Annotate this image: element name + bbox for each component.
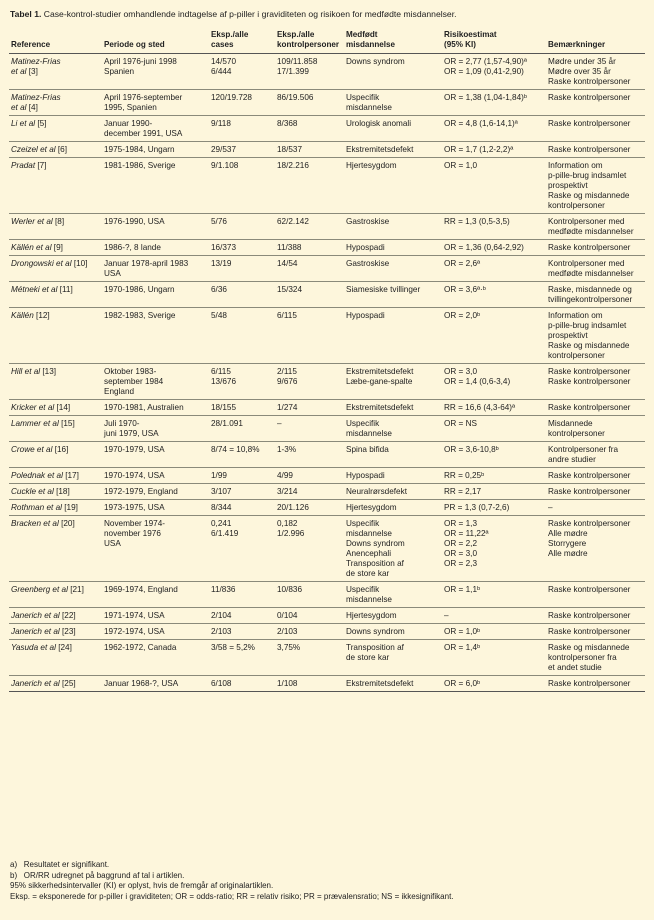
cell-risk-estimate: OR = 1,7 (1,2-2,2)ª: [442, 142, 546, 158]
reference-authors: Matinez-Frias et al: [11, 57, 61, 76]
cell-risk-estimate: RR = 2,17: [442, 484, 546, 500]
cell-notes: Mødre under 35 år Mødre over 35 år Raske kontrolpersoner: [546, 54, 645, 90]
cell-exposed-cases: 5/76: [209, 214, 275, 240]
table-row: [9, 516, 645, 582]
table-caption: [10, 9, 456, 19]
cell-risk-estimate: OR = 1,0: [442, 158, 546, 214]
reference-authors: Czeizel et al: [11, 145, 56, 154]
reference-authors: Källén et al: [11, 243, 52, 252]
cell-exposed-controls: 18/537: [275, 142, 344, 158]
cell-risk-estimate: PR = 1,3 (0,7-2,6): [442, 500, 546, 516]
cell-period: 1975-1984, Ungarn: [102, 142, 209, 158]
cell-risk-estimate: RR = 16,6 (4,3-64)ª: [442, 400, 546, 416]
cell-notes: Raske kontrolpersoner Raske kontrolpersoner: [546, 364, 645, 400]
reference-number: [5]: [37, 119, 47, 128]
header-notes: Bemærkninger: [546, 28, 645, 54]
cell-malformation: Ekstremitetsdefekt: [344, 676, 442, 692]
table-row: [9, 624, 645, 640]
table-row: [9, 608, 645, 624]
cell-notes: Raske kontrolpersoner: [546, 608, 645, 624]
cell-exposed-cases: 120/19.728: [209, 90, 275, 116]
cell-notes: Kontrolpersoner fra andre studier: [546, 442, 645, 468]
cell-risk-estimate: –: [442, 608, 546, 624]
reference-number: [15]: [61, 419, 75, 428]
cell-malformation: Gastroskise: [344, 256, 442, 282]
cell-risk-estimate: OR = 3,6ª·ᵇ: [442, 282, 546, 308]
table-row: [9, 142, 645, 158]
cell-exposed-cases: 8/344: [209, 500, 275, 516]
cell-exposed-controls: 20/1.126: [275, 500, 344, 516]
cell-period: 1970-1974, USA: [102, 468, 209, 484]
cell-exposed-cases: 2/103: [209, 624, 275, 640]
cell-exposed-controls: 11/388: [275, 240, 344, 256]
cell-exposed-cases: 8/74 = 10,8%: [209, 442, 275, 468]
cell-exposed-cases: 5/48: [209, 308, 275, 364]
header-period: Periode og sted: [102, 28, 209, 54]
cell-period: 1970-1986, Ungarn: [102, 282, 209, 308]
cell-exposed-controls: 8/368: [275, 116, 344, 142]
reference-authors: Yasuda et al: [11, 643, 56, 652]
reference-authors: Cuckle et al: [11, 487, 54, 496]
cell-malformation: Hjertesygdom: [344, 158, 442, 214]
cell-malformation: Hjertesygdom: [344, 608, 442, 624]
reference-authors: Janerich et al: [11, 611, 60, 620]
cell-risk-estimate: OR = 1,36 (0,64-2,92): [442, 240, 546, 256]
cell-risk-estimate: OR = 2,77 (1,57-4,90)ª OR = 1,09 (0,41-2,90): [442, 54, 546, 90]
table-row: [9, 416, 645, 442]
cell-risk-estimate: OR = 1,4ᵇ: [442, 640, 546, 676]
cell-period: 1970-1979, USA: [102, 442, 209, 468]
cell-exposed-cases: 6/115 13/676: [209, 364, 275, 400]
cell-exposed-cases: 13/19: [209, 256, 275, 282]
cell-reference: [9, 608, 102, 624]
cell-malformation: Ekstremitetsdefekt: [344, 400, 442, 416]
reference-authors: Lammer et al: [11, 419, 59, 428]
cell-reference: [9, 116, 102, 142]
reference-authors: Hill et al: [11, 367, 41, 376]
cell-notes: Raske kontrolpersoner: [546, 116, 645, 142]
cell-reference: [9, 416, 102, 442]
reference-authors: Matinez-Frias et al: [11, 93, 61, 112]
cell-period: 1972-1974, USA: [102, 624, 209, 640]
cell-exposed-controls: 2/115 9/676: [275, 364, 344, 400]
reference-number: [10]: [73, 259, 88, 268]
reference-number: [7]: [37, 161, 47, 170]
table-row: [9, 364, 645, 400]
reference-number: [6]: [57, 145, 67, 154]
cell-notes: Raske kontrolpersoner: [546, 90, 645, 116]
cell-exposed-cases: 1/99: [209, 468, 275, 484]
cell-exposed-controls: 109/11.858 17/1.399: [275, 54, 344, 90]
cell-exposed-controls: 86/19.506: [275, 90, 344, 116]
cell-exposed-cases: 18/155: [209, 400, 275, 416]
cell-malformation: Ekstremitetsdefekt: [344, 142, 442, 158]
cell-exposed-controls: 2/103: [275, 624, 344, 640]
reference-authors: Polednak et al: [11, 471, 63, 480]
reference-authors: Métneki et al: [11, 285, 58, 294]
cell-reference: [9, 54, 102, 90]
cell-exposed-controls: 3/214: [275, 484, 344, 500]
reference-authors: Källén: [11, 311, 34, 320]
cell-exposed-cases: 3/107: [209, 484, 275, 500]
header-malformation: Medfødt misdannelse: [344, 28, 442, 54]
header-exposed-controls: Eksp./alle kontrolpersoner: [275, 28, 344, 54]
table-row: [9, 282, 645, 308]
table-row: [9, 640, 645, 676]
cell-period: Januar 1990- december 1991, USA: [102, 116, 209, 142]
cell-notes: Raske kontrolpersoner: [546, 240, 645, 256]
table-row: [9, 308, 645, 364]
cell-period: November 1974- november 1976 USA: [102, 516, 209, 582]
reference-number: [17]: [65, 471, 79, 480]
cell-reference: [9, 214, 102, 240]
cell-exposed-cases: 0,241 6/1.419: [209, 516, 275, 582]
cell-notes: Information om p-pille-brug indsamlet prospektivt Raske og misdannede kontrolpersoner: [546, 158, 645, 214]
cell-malformation: Downs syndrom: [344, 54, 442, 90]
cell-malformation: Siamesiske tvillinger: [344, 282, 442, 308]
reference-number: [25]: [61, 679, 76, 688]
cell-notes: Raske kontrolpersoner: [546, 676, 645, 692]
cell-exposed-controls: 0/104: [275, 608, 344, 624]
cell-period: Oktober 1983- september 1984 England: [102, 364, 209, 400]
table-row: [9, 240, 645, 256]
table-row: [9, 214, 645, 240]
reference-authors: Bracken et al: [11, 519, 59, 528]
cell-reference: [9, 364, 102, 400]
cell-risk-estimate: OR = 1,38 (1,04-1,84)ᵇ: [442, 90, 546, 116]
cell-reference: [9, 158, 102, 214]
cell-reference: [9, 624, 102, 640]
cell-notes: Raske kontrolpersoner: [546, 624, 645, 640]
cell-exposed-cases: 11/836: [209, 582, 275, 608]
table-row: [9, 676, 645, 692]
cell-period: 1969-1974, England: [102, 582, 209, 608]
reference-number: [20]: [61, 519, 75, 528]
header-risk-estimate: Risikoestimat (95% KI): [442, 28, 546, 54]
cell-reference: [9, 468, 102, 484]
cell-exposed-cases: 28/1.091: [209, 416, 275, 442]
reference-authors: Janerich et al: [11, 679, 60, 688]
reference-number: [21]: [70, 585, 84, 594]
cell-exposed-controls: 10/836: [275, 582, 344, 608]
cell-risk-estimate: OR = 2,6ª: [442, 256, 546, 282]
reference-number: [16]: [54, 445, 69, 454]
table-row: [9, 500, 645, 516]
cell-risk-estimate: OR = 6,0ᵇ: [442, 676, 546, 692]
cell-malformation: Gastroskise: [344, 214, 442, 240]
cell-reference: [9, 90, 102, 116]
caption-label: Tabel 1.: [10, 9, 42, 19]
cell-period: 1973-1975, USA: [102, 500, 209, 516]
reference-number: [14]: [56, 403, 71, 412]
reference-authors: Janerich et al: [11, 627, 60, 636]
cell-reference: [9, 676, 102, 692]
cell-risk-estimate: OR = 4,8 (1,6-14,1)ª: [442, 116, 546, 142]
cell-notes: Raske kontrolpersoner: [546, 484, 645, 500]
cell-exposed-cases: 6/36: [209, 282, 275, 308]
reference-authors: Drongowski et al: [11, 259, 72, 268]
reference-number: [24]: [58, 643, 72, 652]
reference-authors: Greenberg et al: [11, 585, 68, 594]
cell-period: Januar 1968-?, USA: [102, 676, 209, 692]
cell-period: 1962-1972, Canada: [102, 640, 209, 676]
cell-period: April 1976-juni 1998 Spanien: [102, 54, 209, 90]
cell-exposed-cases: 29/537: [209, 142, 275, 158]
cell-reference: [9, 282, 102, 308]
cell-exposed-cases: 9/118: [209, 116, 275, 142]
footnote-ci: 95% sikkerhedsintervaller (KI) er oplyst, hvis de fremgår af originalartiklen.: [10, 881, 274, 890]
cell-exposed-controls: 4/99: [275, 468, 344, 484]
table-row: [9, 90, 645, 116]
table-row: [9, 484, 645, 500]
cell-reference: [9, 256, 102, 282]
cell-reference: [9, 442, 102, 468]
cell-notes: Kontrolpersoner med medfødte misdannelser: [546, 214, 645, 240]
cell-risk-estimate: OR = 3,0 OR = 1,4 (0,6-3,4): [442, 364, 546, 400]
reference-authors: Rothman et al: [11, 503, 62, 512]
reference-number: [3]: [28, 67, 38, 76]
cell-exposed-cases: 16/373: [209, 240, 275, 256]
cell-reference: [9, 308, 102, 364]
cell-period: April 1976-september 1995, Spanien: [102, 90, 209, 116]
cell-reference: [9, 484, 102, 500]
table-row: [9, 468, 645, 484]
cell-malformation: Hjertesygdom: [344, 500, 442, 516]
cell-malformation: Uspecifik misdannelse Downs syndrom Anencephali Transposition af de store kar: [344, 516, 442, 582]
header-row: [9, 28, 645, 54]
footnotes: [10, 860, 454, 902]
footnote-a: a) Resultatet er signifikant.: [10, 860, 110, 869]
reference-number: [19]: [64, 503, 78, 512]
table-row: [9, 442, 645, 468]
cell-malformation: Spina bifida: [344, 442, 442, 468]
cell-exposed-controls: 6/115: [275, 308, 344, 364]
reference-number: [4]: [28, 103, 38, 112]
reference-authors: Kricker et al: [11, 403, 55, 412]
cell-exposed-controls: 1-3%: [275, 442, 344, 468]
cell-notes: Information om p-pille-brug indsamlet prospektivt Raske og misdannede kontrolpersoner: [546, 308, 645, 364]
cell-period: 1986-?, 8 lande: [102, 240, 209, 256]
footnote-abbreviations: Eksp. = eksponerede for p-piller i graviditeten; OR = odds-ratio; RR = relativ risiko; PR = prævalensratio; NS = ikkesignifikant.: [10, 891, 454, 901]
reference-authors: Pradat: [11, 161, 36, 170]
cell-reference: [9, 582, 102, 608]
cell-malformation: Transposition af de store kar: [344, 640, 442, 676]
cell-risk-estimate: OR = 1,0ᵇ: [442, 624, 546, 640]
reference-authors: Crowe et al: [11, 445, 53, 454]
reference-number: [8]: [55, 217, 65, 226]
cell-reference: [9, 400, 102, 416]
cell-exposed-controls: 14/54: [275, 256, 344, 282]
cell-malformation: Neuralrørsdefekt: [344, 484, 442, 500]
table-row: [9, 582, 645, 608]
cell-reference: [9, 142, 102, 158]
cell-exposed-controls: 3,75%: [275, 640, 344, 676]
cell-exposed-cases: 9/1.108: [209, 158, 275, 214]
cell-period: 1981-1986, Sverige: [102, 158, 209, 214]
cell-exposed-cases: 6/108: [209, 676, 275, 692]
cell-exposed-controls: 15/324: [275, 282, 344, 308]
cell-period: 1971-1974, USA: [102, 608, 209, 624]
cell-notes: Raske kontrolpersoner: [546, 400, 645, 416]
table-row: [9, 256, 645, 282]
cell-risk-estimate: RR = 1,3 (0,5-3,5): [442, 214, 546, 240]
header-reference: Reference: [9, 28, 102, 54]
cell-period: 1982-1983, Sverige: [102, 308, 209, 364]
cell-exposed-cases: 3/58 = 5,2%: [209, 640, 275, 676]
cell-exposed-controls: 1/274: [275, 400, 344, 416]
table-row: [9, 158, 645, 214]
cell-notes: –: [546, 500, 645, 516]
cell-notes: Kontrolpersoner med medfødte misdannelser: [546, 256, 645, 282]
cell-malformation: Uspecifik misdannelse: [344, 416, 442, 442]
cell-malformation: Downs syndrom: [344, 624, 442, 640]
cell-malformation: Hypospadi: [344, 240, 442, 256]
table-row: [9, 116, 645, 142]
cell-risk-estimate: OR = NS: [442, 416, 546, 442]
cell-risk-estimate: OR = 3,6-10,8ᵇ: [442, 442, 546, 468]
cell-reference: [9, 516, 102, 582]
reference-number: [18]: [56, 487, 70, 496]
cell-malformation: Hypospadi: [344, 308, 442, 364]
cell-notes: Raske kontrolpersoner: [546, 142, 645, 158]
cell-risk-estimate: RR = 0,25ᵇ: [442, 468, 546, 484]
cell-reference: [9, 640, 102, 676]
cell-period: 1972-1979, England: [102, 484, 209, 500]
cell-risk-estimate: OR = 1,3 OR = 11,22ª OR = 2,2 OR = 3,0 OR = 2,3: [442, 516, 546, 582]
cell-notes: Raske og misdannede kontrolpersoner fra et andet studie: [546, 640, 645, 676]
reference-number: [22]: [61, 611, 76, 620]
case-control-table: [9, 28, 645, 692]
cell-period: 1976-1990, USA: [102, 214, 209, 240]
cell-period: Juli 1970- juni 1979, USA: [102, 416, 209, 442]
cell-exposed-cases: 2/104: [209, 608, 275, 624]
cell-exposed-cases: 14/570 6/444: [209, 54, 275, 90]
cell-exposed-controls: 18/2.216: [275, 158, 344, 214]
cell-period: 1970-1981, Australien: [102, 400, 209, 416]
reference-number: [11]: [59, 285, 73, 294]
table-row: [9, 400, 645, 416]
table-body: [9, 54, 645, 692]
cell-notes: Misdannede kontrolpersoner: [546, 416, 645, 442]
cell-reference: [9, 240, 102, 256]
reference-number: [12]: [36, 311, 50, 320]
reference-number: [23]: [61, 627, 76, 636]
caption-text: Case-kontrol-studier omhandlende indtagelse af p-piller i graviditeten og risikoen for medfødte misdannelser.: [43, 9, 457, 19]
cell-malformation: Hypospadi: [344, 468, 442, 484]
cell-malformation: Uspecifik misdannelse: [344, 582, 442, 608]
cell-notes: Raske kontrolpersoner Alle mødre Storrygere Alle mødre: [546, 516, 645, 582]
cell-period: Januar 1978-april 1983 USA: [102, 256, 209, 282]
reference-authors: Werler et al: [11, 217, 53, 226]
table-row: [9, 54, 645, 90]
cell-exposed-controls: 62/2.142: [275, 214, 344, 240]
cell-exposed-controls: –: [275, 416, 344, 442]
reference-number: [13]: [42, 367, 57, 376]
reference-number: [9]: [53, 243, 63, 252]
cell-malformation: Uspecifik misdannelse: [344, 90, 442, 116]
cell-malformation: Ekstremitetsdefekt Læbe-gane-spalte: [344, 364, 442, 400]
header-exposed-cases: Eksp./alle cases: [209, 28, 275, 54]
reference-authors: Li et al: [11, 119, 36, 128]
cell-notes: Raske kontrolpersoner: [546, 582, 645, 608]
cell-exposed-controls: 1/108: [275, 676, 344, 692]
cell-notes: Raske, misdannede og tvillingekontrolpersoner: [546, 282, 645, 308]
cell-risk-estimate: OR = 2,0ᵇ: [442, 308, 546, 364]
cell-risk-estimate: OR = 1,1ᵇ: [442, 582, 546, 608]
footnote-b: b) OR/RR udregnet på baggrund af tal i artiklen.: [10, 870, 185, 880]
cell-exposed-controls: 0,182 1/2.996: [275, 516, 344, 582]
cell-reference: [9, 500, 102, 516]
cell-notes: Raske kontrolpersoner: [546, 468, 645, 484]
cell-malformation: Urologisk anomali: [344, 116, 442, 142]
